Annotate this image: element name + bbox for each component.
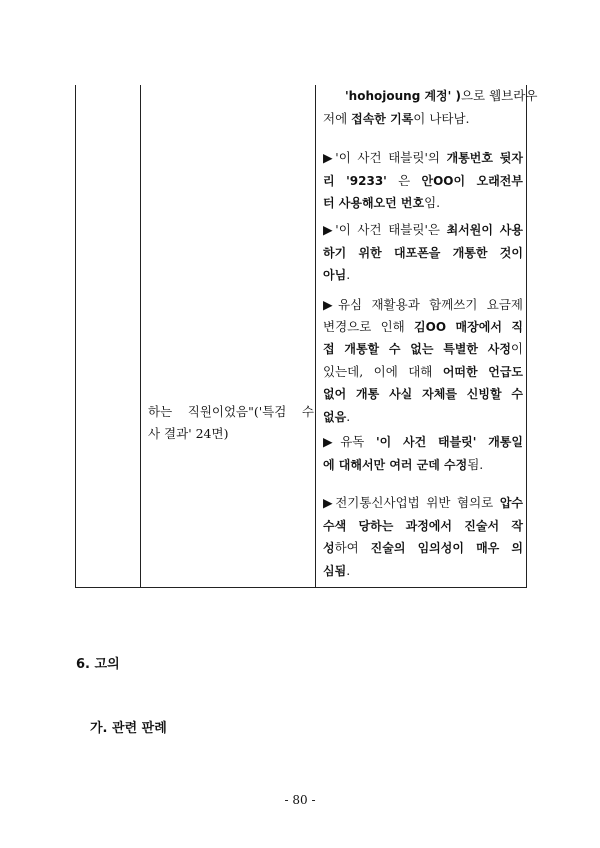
text-line: 'hohojoung 계정' )으로 웹브라우 xyxy=(345,88,538,103)
text-line: 없어 개통 사실 자체를 신빙할 수 xyxy=(323,387,523,401)
bullet-item xyxy=(323,219,523,287)
comparison-table xyxy=(75,85,538,588)
text-line: 변경으로 인해 김OO 매장에서 직 xyxy=(323,318,523,334)
text-line: ▶'이 사건 태블릿'은 최서원이 사용 xyxy=(323,222,523,237)
text-line: 없음. xyxy=(323,408,351,424)
middle-cell-text xyxy=(148,401,314,445)
text-line: 아님. xyxy=(323,267,351,282)
text-line: 에 대해서만 여러 군데 수정됨. xyxy=(323,456,484,472)
page-number: - 80 - xyxy=(284,793,316,807)
bullet-item xyxy=(323,492,523,582)
bullet-item xyxy=(323,431,523,476)
subsection-heading: 가. 관련 판례 xyxy=(90,721,167,736)
middle-cell-line: 하는 직원이었음"('특검 수 xyxy=(148,404,314,419)
text-line: 저에 접속한 기록이 나타남. xyxy=(323,110,470,126)
text-line: ▶'이 사건 태블릿'의 개통번호 뒷자 xyxy=(323,150,523,165)
column-divider-right xyxy=(315,85,316,587)
text-line: ▶전기통신사업법 위반 혐의로 압수 xyxy=(323,495,523,510)
text-line: 성하여 진술의 임의성이 매우 의 xyxy=(323,540,523,555)
text-line: 하기 위한 대포폰을 개통한 것이 xyxy=(323,245,523,260)
bullet-item xyxy=(323,147,523,215)
section-heading: 6. 고의 xyxy=(76,657,120,672)
text-line: 수색 당하는 과정에서 진술서 작 xyxy=(323,518,523,533)
middle-cell-line: 사 결과' 24면) xyxy=(148,426,229,441)
text-line: ▶유심 재활용과 함께쓰기 요금제 xyxy=(323,297,523,312)
text-line: 터 사용해오던 번호임. xyxy=(323,195,441,210)
text-line: 있는데, 이에 대해 어떠한 언급도 xyxy=(323,363,524,379)
text-line: 리 '9233' 은 안OO이 오래전부 xyxy=(323,172,523,188)
column-divider-left xyxy=(140,85,141,587)
bullet-item xyxy=(323,294,523,428)
text-line: ▶유독 '이 사건 태블릿' 개통일 xyxy=(323,434,523,449)
text-line: 심됨. xyxy=(323,562,351,578)
continuation-text xyxy=(323,85,538,130)
text-line: 접 개통할 수 없는 특별한 사정이 xyxy=(323,341,523,356)
